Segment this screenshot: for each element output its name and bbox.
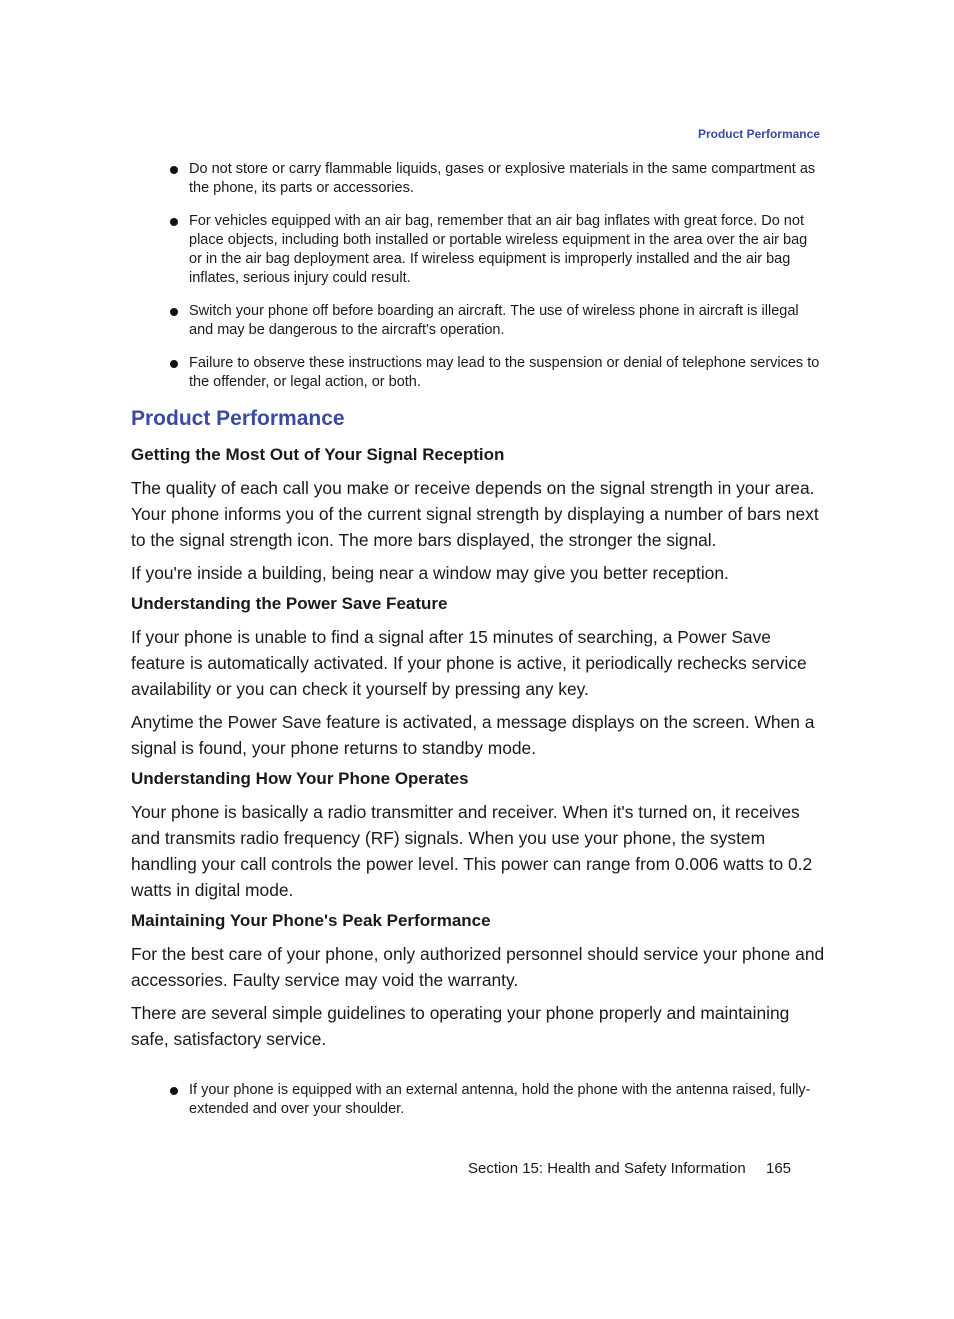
list-item xyxy=(169,160,821,198)
bullet-list-top xyxy=(169,160,821,406)
bullet-list-bottom xyxy=(169,1081,821,1133)
bullet-icon xyxy=(170,1087,178,1095)
paragraph: If your phone is unable to find a signal after 15 minutes of searching, a Power Save feature is automatically activated. If your phone is active, it periodically rechecks service availability or you can check it yourself by pressing any key. xyxy=(131,627,807,699)
bullet-text: Switch your phone off before boarding an aircraft. The use of wireless phone in aircraft is illegal and may be dangerous to the aircraft's operation. xyxy=(189,303,799,338)
paragraph: Anytime the Power Save feature is activated, a message displays on the screen. When a signal is found, your phone returns to standby mode. xyxy=(131,712,815,758)
bullet-text: For vehicles equipped with an air bag, remember that an air bag inflates with great force. Do not place objects, including both installed or portable wireless equipment in the area over the air bag or in the air bag deployment area. If wireless equipment is improperly installed and the air bag inflates, serious injury could result. xyxy=(189,213,808,286)
paragraph: For the best care of your phone, only authorized personnel should service your phone and accessories. Faulty service may void the warranty. xyxy=(131,944,825,990)
paragraph: If you're inside a building, being near a window may give you better reception. xyxy=(131,563,729,583)
section-title: Product Performance xyxy=(131,407,345,430)
list-item xyxy=(169,1081,821,1119)
subsection-heading: Understanding How Your Phone Operates xyxy=(131,769,469,788)
paragraph: Your phone is basically a radio transmitter and receiver. When it's turned on, it receives and transmits radio frequency (RF) signals. When you use your phone, the system handling your call controls the power level. This power can range from 0.006 watts to 0.2 watts in digital mode. xyxy=(131,802,813,900)
list-item xyxy=(169,354,821,392)
bullet-icon xyxy=(170,308,178,316)
subsection-heading: Maintaining Your Phone's Peak Performance xyxy=(131,911,491,930)
list-item xyxy=(169,302,821,340)
bullet-icon xyxy=(170,218,178,226)
bullet-text: If your phone is equipped with an external antenna, hold the phone with the antenna raised, fully-extended and over your shoulder. xyxy=(189,1082,811,1117)
running-header: Product Performance xyxy=(697,127,820,141)
page-footer xyxy=(468,1160,792,1177)
paragraph: The quality of each call you make or receive depends on the signal strength in your area. Your phone informs you of the current signal strength by displaying a number of bars next to the signal strength icon. The more bars displayed, the stronger the signal. xyxy=(131,478,819,550)
bullet-icon xyxy=(170,166,178,174)
footer-section-label: Section 15: Health and Safety Information xyxy=(468,1160,746,1177)
paragraph: There are several simple guidelines to operating your phone properly and maintaining safe, satisfactory service. xyxy=(131,1003,790,1049)
bullet-text: Do not store or carry flammable liquids, gases or explosive materials in the same compartment as the phone, its parts or accessories. xyxy=(189,161,816,196)
bullet-text: Failure to observe these instructions may lead to the suspension or denial of telephone services to the offender, or legal action, or both. xyxy=(189,355,820,390)
list-item xyxy=(169,212,821,288)
bullet-icon xyxy=(170,360,178,368)
subsection-heading: Getting the Most Out of Your Signal Reception xyxy=(131,445,505,464)
page-number: 165 xyxy=(766,1160,792,1177)
main-content xyxy=(131,404,825,1059)
subsection-heading: Understanding the Power Save Feature xyxy=(131,594,448,613)
